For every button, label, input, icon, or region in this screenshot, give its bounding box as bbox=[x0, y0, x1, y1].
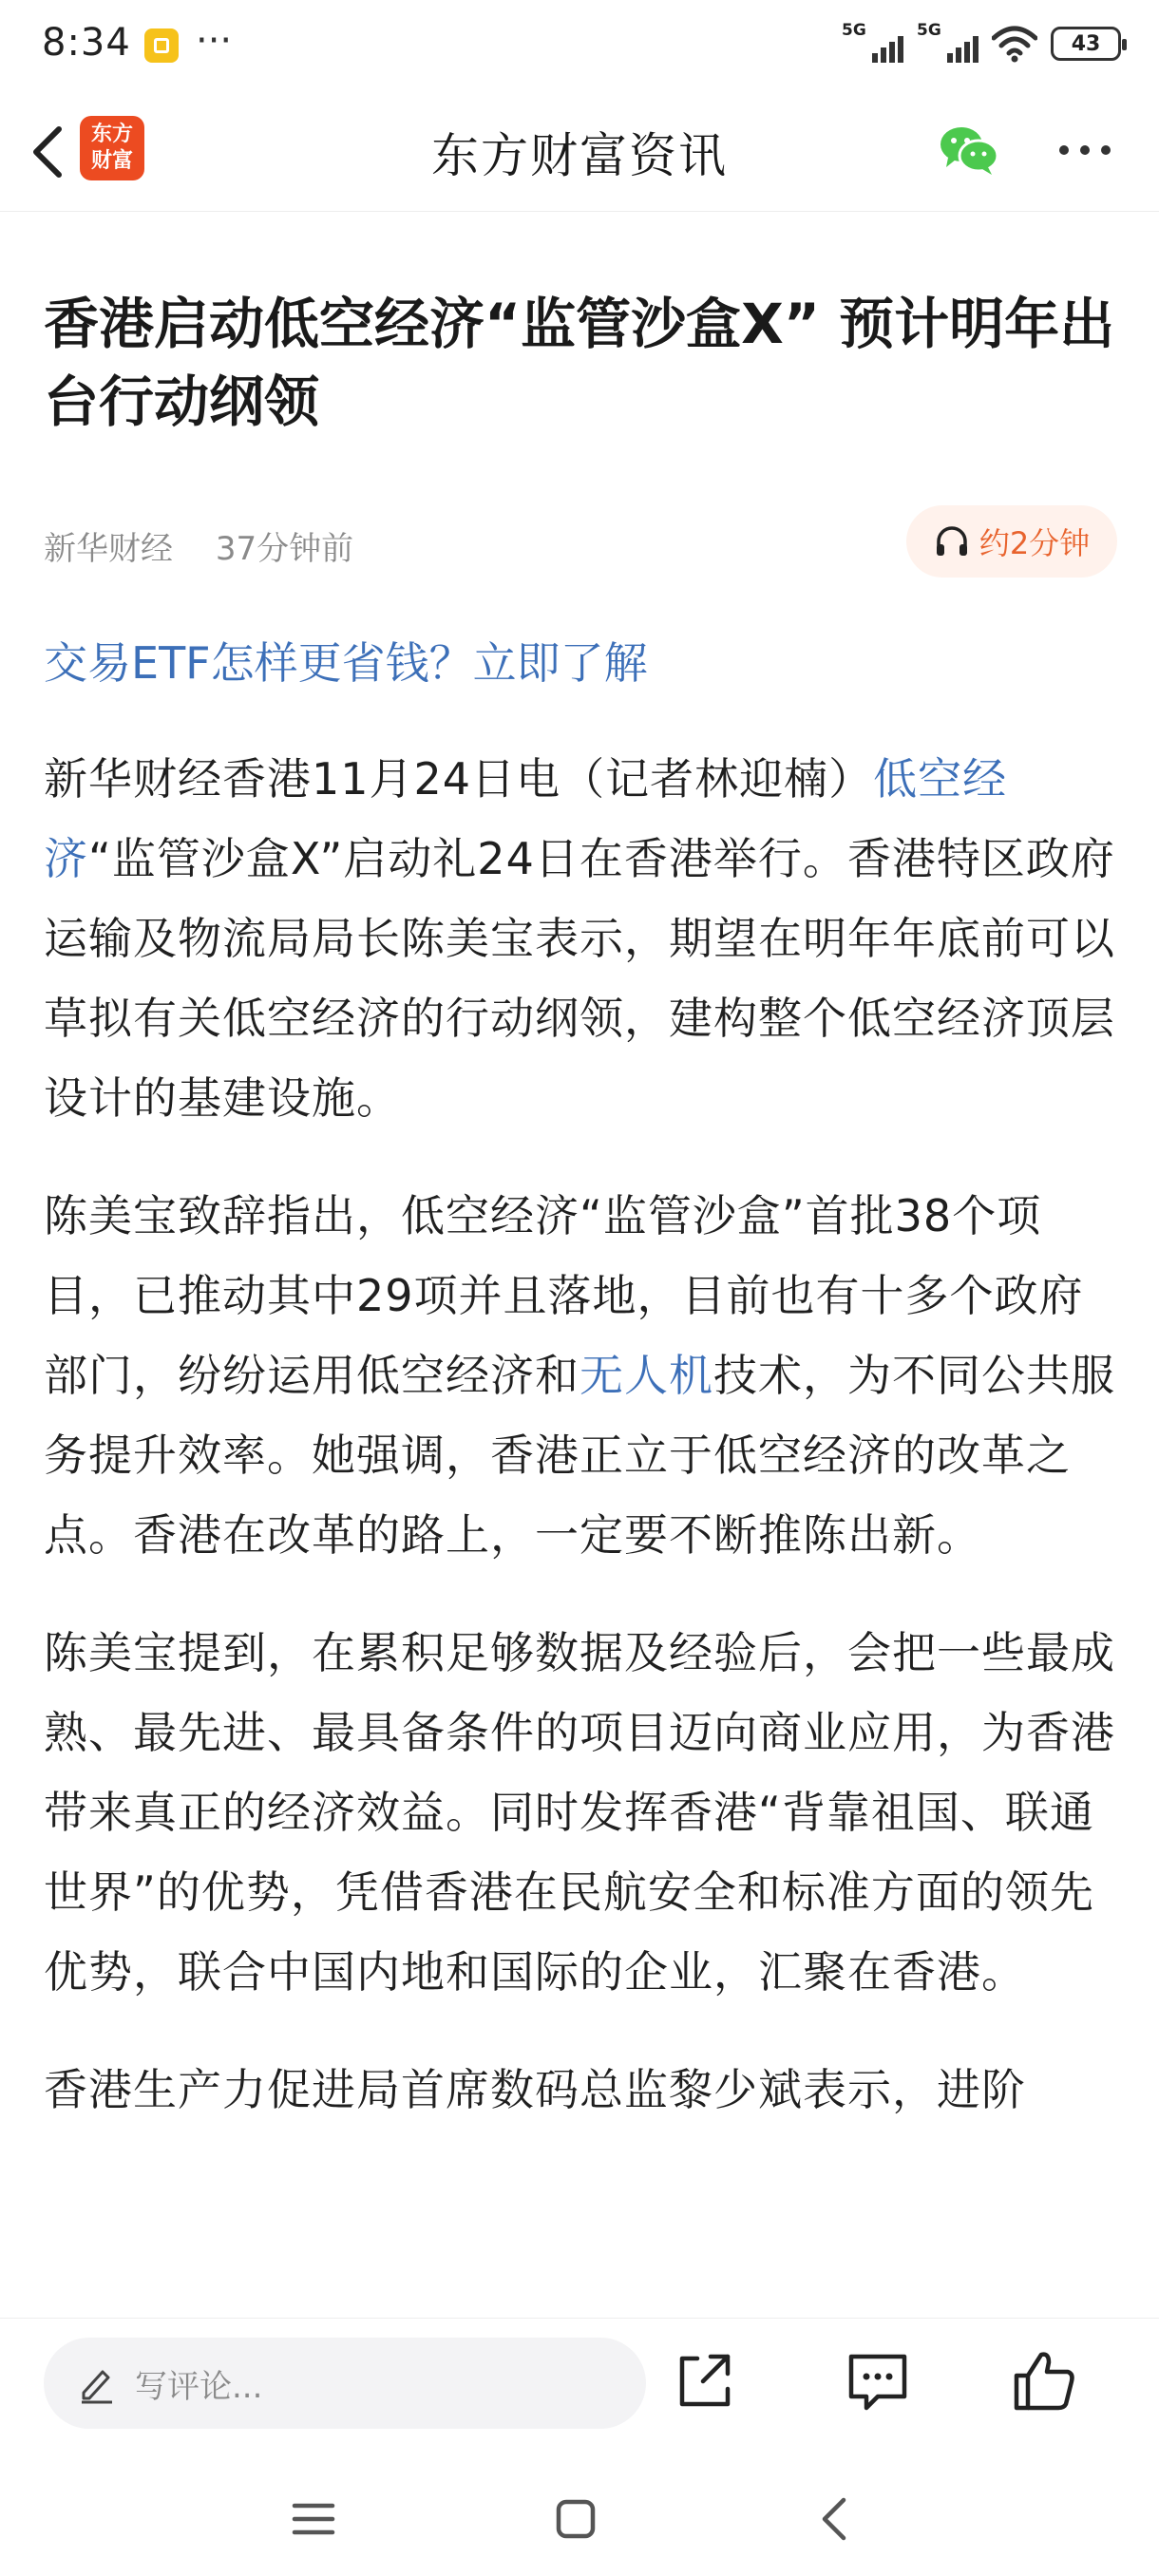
logo-line-1: 东方 bbox=[90, 123, 133, 146]
nav-bar bbox=[0, 95, 1159, 212]
pen-icon bbox=[76, 2362, 118, 2404]
notification-icon bbox=[144, 28, 179, 63]
status-more: ··· bbox=[196, 19, 233, 63]
battery-level: 43 bbox=[1071, 31, 1101, 56]
comment-input[interactable] bbox=[44, 2338, 646, 2429]
comment-icon[interactable] bbox=[842, 2345, 914, 2417]
wifi-icon bbox=[992, 25, 1037, 63]
p2-text-a: 陈美宝致辞指出，低空经济“监管沙盒”首批38个项目，已推动其中29项并且落地，目前也有十多个政府部门，纷纷运用低空经济和 bbox=[44, 1190, 1084, 1401]
signal-icon bbox=[917, 21, 978, 63]
status-bar bbox=[0, 0, 1159, 95]
thumbs-up-icon[interactable] bbox=[1009, 2345, 1081, 2417]
paragraph-2 bbox=[44, 1176, 1119, 1575]
etf-promo-link[interactable]: 交易ETF怎样更省钱？立即了解 bbox=[44, 637, 648, 689]
article-body bbox=[44, 739, 1119, 2168]
keyword-link-drone[interactable]: 无人机 bbox=[580, 1350, 713, 1401]
p1-text-a: 新华财经香港11月24日电（记者林迎楠） bbox=[44, 753, 874, 805]
signal-icon bbox=[842, 21, 903, 63]
article-title: 香港启动低空经济“监管沙盒X” 预计明年出台行动纲领 bbox=[44, 292, 1115, 434]
article-source: 新华财经 bbox=[44, 530, 173, 568]
paragraph-3: 陈美宝提到，在累积足够数据及经验后，会把一些最成熟、最先进、最具备条件的项目迈向商业应用，为香港带来真正的经济效益。同时发挥香港“背靠祖国、联通世界”的优势，凭借香港在民航安全和标准方面的领先优势，联合中国内地和国际的企业，汇聚在香港。 bbox=[44, 1627, 1115, 1998]
logo-line-2: 财富 bbox=[90, 149, 133, 173]
listen-label: 约2分钟 bbox=[978, 525, 1091, 561]
action-bar bbox=[0, 2318, 1159, 2461]
comment-placeholder: 写评论... bbox=[135, 2367, 263, 2406]
p1-text-b: “监管沙盒X”启动礼24日在香港举行。香港特区政府运输及物流局局长陈美宝表示，期望在明年年底前可以草拟有关低空经济的行动纲领，建构整个低空经济顶层设计的基建设施。 bbox=[44, 833, 1115, 1124]
p2-text-b: 技术，为不同公共服务提升效率。她强调，香港正立于低空经济的改革之点。香港在改革的路上，一定要不断推陈出新。 bbox=[44, 1350, 1115, 1561]
signal-label: 5G bbox=[842, 21, 866, 40]
article-time: 37分钟前 bbox=[215, 530, 354, 568]
menu-icon[interactable] bbox=[283, 2489, 344, 2549]
wechat-icon[interactable] bbox=[937, 122, 1001, 179]
more-dots-icon[interactable] bbox=[1056, 131, 1113, 169]
page-title: 东方财富资讯 bbox=[431, 128, 728, 183]
status-indicators bbox=[842, 21, 1121, 63]
paragraph-4: 香港生产力促进局首席数码总监黎少斌表示，进阶 bbox=[44, 2064, 1026, 2115]
system-nav-bar bbox=[0, 2460, 1159, 2576]
signal-label: 5G bbox=[917, 21, 941, 40]
back-icon[interactable] bbox=[806, 2489, 866, 2549]
status-time: 8:34 bbox=[42, 21, 131, 65]
battery-icon bbox=[1051, 27, 1121, 61]
paragraph-1 bbox=[44, 739, 1119, 1138]
keyword-link-low-altitude[interactable]: 低空经济 bbox=[44, 753, 1008, 884]
home-icon[interactable] bbox=[545, 2489, 606, 2549]
share-icon[interactable] bbox=[669, 2345, 741, 2417]
listen-button[interactable] bbox=[906, 505, 1117, 578]
article-meta bbox=[44, 522, 353, 569]
headphone-icon bbox=[934, 523, 970, 559]
